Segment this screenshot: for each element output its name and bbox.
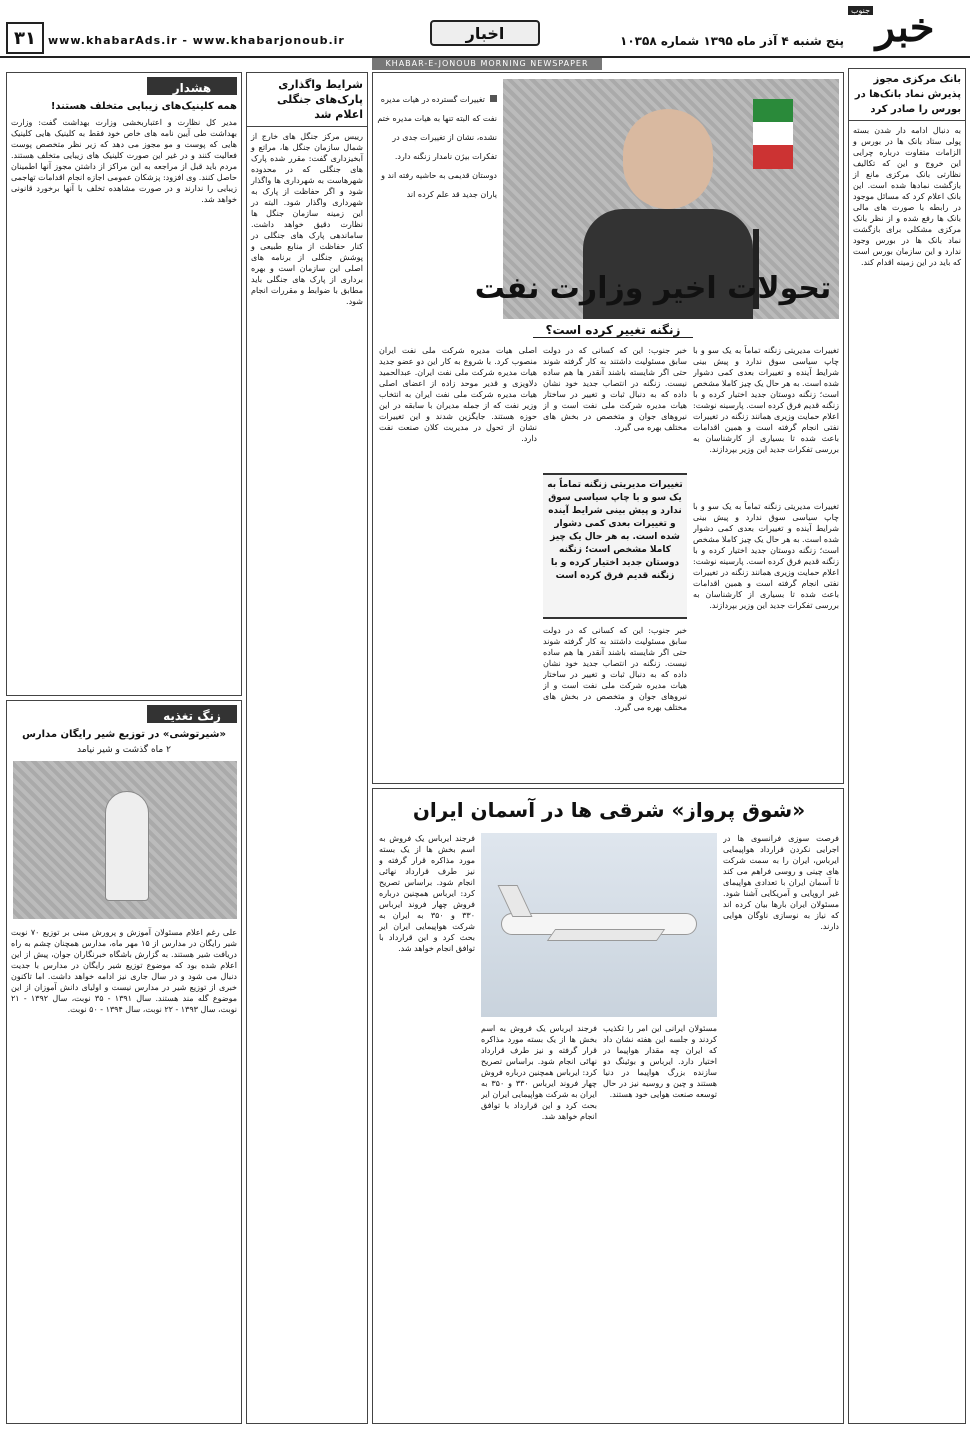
alarm-label-text: هشدار: [172, 81, 212, 95]
section-title: اخبار: [465, 24, 505, 43]
alarm-label: [147, 77, 237, 95]
bell-label-text: زنگ تغذیه: [163, 709, 221, 723]
logo-text: خبر: [875, 4, 935, 51]
main-col-1: تغییرات مدیریتی زنگنه تماماً به یک سو و با چاپ سیاسی سوق ندارد و پیش بینی شرایط آینده و تغییرات بعدی کمی دشوار شده است. به هر حال یک چیز کاملا مشخص است؛ زنگنه دوستان جدید اختیار کرده و با زنگنه قدیم فرق کرده است. پارسینه نوشت: اعلام حمایت وزیری همانند زنگنه در تغییرات نفتی انجام گرفته است و همین اقدامات باعث شده تا بسیاری از کارشناسان به بررسی تفکرات جدید این وزیر بپردازند.: [693, 346, 839, 454]
students-photo: [13, 761, 237, 919]
mid-column: [246, 72, 368, 1424]
main-col-2: خبر جنوب: این که کسانی که در دولت سابق مسئولیت داشتند به کار گرفته شوند حتی اگر شایسته باشند آنقدر ها هم ساده نیست. زنگنه در انتصاب جدید خود نشان داده که به دنبال ثبات و تغییر در ساختار هیات مدیره شرکت ملی نفت است و از نیروهای جوان و متخصص در بخش های مختلف بهره می گیرد.: [543, 346, 687, 432]
alarm-box: [6, 72, 242, 696]
flag-icon: [753, 99, 793, 169]
person-icon: [623, 109, 713, 209]
page-number-text: ۳۱: [14, 28, 36, 49]
plane-article: [372, 788, 844, 1424]
website-links: www.khabarAds.ir - www.khabarjonoub.ir: [48, 34, 345, 47]
right-body: به دنبال ادامه دار شدن بسته پولی ستاد بانک ها در بورس و الزامات متفاوت درباره چرایی این خروج و این که تکالیف نظارتی بانک مرکزی مانع از بازگشت نمادها شده است. این بانک اعلام کرد که مسائل موجود در رابطه با صورت های مالی بانک ها رفع شده و از نظر بانک مرکزی مشکلی برای بازگشت نماد بانک ها در بورس وجود ندارد و این سازمان بورس است که باید در این زمینه اقدام کند.: [853, 126, 961, 267]
plane-col-1: فرصت سوزی فرانسوی ها در اجرایی نکردن قرارداد هواپیمایی ایرباس، ایران را به سمت شرکت های چینی و روسی فراهم می کند تا آسمان ایران با تعدادی هواپیمای غیر اروپایی و آمریکایی آشنا شود. مسئولان ایران بارها بیان کرده اند که نیاز به نوسازی ناوگان هوایی دارند.: [723, 834, 839, 931]
image-caption-text: تغییرات گسترده در هیات مدیره نفت که البته تنها به هیات مدیره ختم نشده، نشان از تغییرات جدی در تفکرات بیژن نامدار زنگنه دارد. دوستان قدیمی به حاشیه رفته اند و یاران جدید قد علم کرده اند: [377, 95, 497, 199]
bell-label: [147, 705, 237, 723]
plane-col-3: فرجند ایرباس یک فروش به اسم بخش ها از یک بسته مورد مذاکره قرار گرفته و نیز طرف قرارداد نهائی انجام شود. براساس تصریح کرد: ایرباس همچنین درباره فروش چهار فروند ایرباس ۳۳۰ و ۳۵۰ به ایران به شرکت هواپیمایی ایران ایر بحث کرد و این قرارداد با توافق انجام خواهد شد.: [481, 1024, 597, 1121]
student-figure-icon: [105, 791, 149, 901]
plane-col-4: فرجند ایرباس یک فروش به اسم بخش ها از یک بسته مورد مذاکره قرار گرفته و نیز طرف قرارداد نهائی انجام شود. براساس تصریح کرد: ایرباس همچنین درباره فروش چهار فروند ایرباس ۳۳۰ و ۳۵۰ به ایران به شرکت هواپیمایی ایران ایر بحث کرد و این قرارداد با توافق انجام خواهد شد.: [379, 834, 475, 953]
right-column: [848, 68, 966, 1424]
main-pull-quote: تغییرات مدیریتی زنگنه تماماً به یک سو و با چاپ سیاسی سوق ندارد و پیش بینی شرایط آینده و تغییرات بعدی کمی دشوار شده است. به هر حال یک چیز کاملا مشخص است؛ زنگنه دوستان جدید اختیار کرده و با زنگنه قدیم فرق کرده است: [543, 473, 687, 619]
page-number: [6, 22, 44, 54]
main-article: [372, 72, 844, 784]
alarm-body: مدیر کل نظارت و اعتباربخشی وزارت بهداشت گفت: وزارت بهداشت طی آیین نامه های خاص خود فقط به کلینیک هایی کلینیک هایی که پوست و مو مجوز می دهد که زیر نظر متخصص پوست فعالیت کنند و در غیر این صورت کلینیک های زیبایی متخلف هستند. مردم باید قبل از مراجعه به این مراکز از داشتن مجوز آنها اطمینان حاصل کنند. وی افزود: پزشکان عمومی اجازه انجام اقدامات تهاجمی زیبایی را ندارند و در صورت مشاهده تخلف با آنها برخورد قانونی خواهد شد.: [11, 118, 237, 204]
mid-headline: شرایط واگذاری پارک‌های جنگلی اعلام شد: [247, 73, 367, 127]
plane-headline: «شوق پرواز» شرقی ها در آسمان ایران: [412, 798, 806, 822]
airplane-wing-icon: [547, 929, 665, 941]
main-headline: تحولات اخیر وزارت نفت: [474, 271, 832, 306]
image-caption: [377, 87, 497, 201]
main-col-1b: تغییرات مدیریتی زنگنه تماماً به یک سو و با چاپ سیاسی سوق ندارد و پیش بینی شرایط آینده و تغییرات بعدی کمی دشوار شده است. به هر حال یک چیز کاملا مشخص است؛ زنگنه دوستان جدید اختیار کرده و با زنگنه قدیم فرق کرده است. پارسینه نوشت: اعلام حمایت وزیری همانند زنگنه در تغییرات نفتی انجام گرفته است و همین اقدامات باعث شده تا بسیاری از کارشناسان به بررسی تفکرات جدید این وزیر بپردازند.: [693, 502, 839, 610]
alarm-headline: همه کلینیک‌های زیبایی متخلف هستند!: [50, 101, 237, 112]
right-headline: بانک مرکزی مجوز پذیرش نماد بانک‌ها در بورس را صادر کرد: [849, 69, 965, 121]
bell-subheadline: ۲ ماه گذشت و شیر نیامد: [77, 745, 171, 755]
logo-sub: جنوب: [848, 6, 873, 15]
section-label: [430, 20, 540, 46]
bell-box: [6, 700, 242, 1424]
airplane-photo: [481, 833, 717, 1017]
main-col-3: اصلی هیات مدیره شرکت ملی نفت ایران منصوب کرد. با شروع به کار این دو عضو جدید هیات مدیره شرکت ملی نفت ایران. عبدالحمید دلاویزی و قدیر موحد زاده از اعضای اصلی هیات مدیره شرکت ملی نفت ایران به انتخاب وزیر نفت که از جمله مدیران با سابقه در این حوزه هستند. جایگزین شدند و این تغییرات نشان از تحول در مدیریت کلان صنعت نفت دارد.: [379, 346, 537, 443]
main-col-2b: خبر جنوب: این که کسانی که در دولت سابق مسئولیت داشتند به کار گرفته شوند حتی اگر شایسته باشند آنقدر ها هم ساده نیست. زنگنه در انتصاب جدید خود نشان داده که به دنبال ثبات و تغییر در ساختار هیات مدیره شرکت ملی نفت است و از نیروهای جوان و متخصص در بخش های مختلف بهره می گیرد.: [543, 626, 687, 712]
airplane-tail-icon: [498, 885, 533, 917]
plane-col-2: مسئولان ایرانی این امر را تکذیب کردند و جلسه این هفته نشان داد که ایران چه مقدار هواپیما در اختیار دارد. ایرباس و بوئینگ دو سازنده بزرگ هواپیما در دنیا هستند و چین و روسیه نیز در حال توسعه صنعت هوایی خود هستند.: [603, 1024, 717, 1099]
mid-body: رییس مرکز جنگل های خارج از شمال سازمان جنگل ها، مراتع و آبخیزداری گفت: مقرر شده پارک های جنگلی که در محدوده شهرهاست به شهرداری ها واگذار شود و اگر حفاظت از پارک به شهرداری واگذار شود. البته در این زمینه سازمان جنگل ها نظارت دقیق خواهد داشت. ساماندهی پارک های جنگلی در کنار حفاظت از منابع طبیعی و پوشش جنگلی از برنامه های اصلی این سازمان است و بهره برداری از پارک های جنگلی باید مطابق با ضوابط و مقررات انجام شود.: [251, 132, 363, 306]
bell-body: علی رغم اعلام مسئولان آموزش و پرورش مبنی بر توزیع ۷۰ نوبت شیر رایگان در مدارس از ۱۵ مهر ماه، مدارس همچنان چشم به راه دریافت شیر هستند. به گزارش باشگاه خبرنگاران جوان، پیش از این اعلام شده بود که موضوع توزیع شیر رایگان در مدارس با جدیت دنبال می شود و در سال جاری نیز ادامه خواهد داشت. اما تاکنون خبری از توزیع شیر در مدارس نیست و اولیای دانش آموزان از این موضوع گله مند هستند. سال ۱۳۹۱ - ۳۵ نوبت، سال ۱۳۹۲ - ۲۱ نوبت، سال ۱۳۹۳ - ۲۲ نوبت، سال ۱۳۹۴ - ۵۰ نوبت.: [11, 928, 237, 1014]
bell-headline: «شیرتوشی» در توزیع شیر رایگان مدارس: [22, 729, 226, 740]
logo: [846, 4, 964, 54]
date-line: پنج شنبه ۴ آذر ماه ۱۳۹۵ شماره ۱۰۳۵۸: [620, 34, 844, 48]
banner-bar: KHABAR-E-JONOUB MORNING NEWSPAPER: [372, 58, 602, 70]
main-subheadline: زنگنه تغییر کرده است؟: [533, 323, 693, 338]
caption-marker-icon: [490, 95, 497, 102]
